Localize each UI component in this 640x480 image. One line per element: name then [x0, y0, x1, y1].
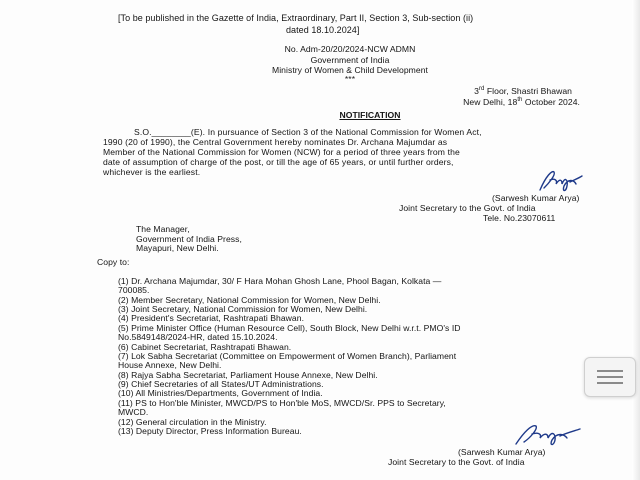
stars-separator: ***: [344, 74, 356, 84]
notification-line: Member of the National Commission for Women (NCW) for a period of three years from the: [103, 147, 460, 157]
notification-line: 1990 (20 of 1990), the Central Government hereby nominates Dr. Archana Majumdar as: [103, 137, 448, 147]
list-item: MWCD.: [118, 407, 149, 417]
list-item: (13) Deputy Director, Press Information Bureau.: [118, 426, 302, 436]
signature-mark: [536, 166, 584, 194]
list-item: (10) All Ministries/Departments, Government of India.: [118, 388, 323, 398]
list-item: (11) PS to Hon'ble Minister, MWCD/PS to Hon'ble MoS, MWCD/Sr. PPS to Secretary,: [118, 398, 446, 408]
address-date: New Delhi, 18th October 2024.: [463, 96, 580, 107]
ministry-line: Ministry of Women & Child Development: [272, 65, 428, 75]
notification-line: date of assumption of charge of the post, or till the age of 65 years, or until further orders,: [103, 157, 454, 167]
signatory-1-designation: Joint Secretary to the Govt. of India: [399, 203, 536, 213]
gazette-line-1: [To be published in the Gazette of India, Extraordinary, Part II, Section 3, Sub-section (ii): [118, 13, 474, 23]
gazette-line-2: dated 18.10.2024]: [286, 25, 360, 35]
list-item: (8) Rajya Sabha Secretariat, Parliament House Annexe, New Delhi.: [118, 370, 378, 380]
list-item: House Annexe, New Delhi.: [118, 360, 222, 370]
list-item: No.5849148/2024-HR, dated 15.10.2024.: [118, 332, 278, 342]
list-item: 700085.: [118, 285, 150, 295]
signatory-1-name: (Sarwesh Kumar Arya): [492, 193, 580, 203]
list-item: (12) General circulation in the Ministry.: [118, 417, 267, 427]
list-item: (1) Dr. Archana Majumdar, 30/ F Hara Mohan Ghosh Lane, Phool Bagan, Kolkata —: [118, 276, 442, 286]
notification-title: NOTIFICATION: [339, 110, 401, 120]
list-item: (3) Joint Secretary, National Commission for Women, New Delhi.: [118, 304, 368, 314]
list-item: (7) Lok Sabha Secretariat (Committee on Empowerment of Women Branch), Parliament: [118, 351, 457, 361]
signatory-2-designation: Joint Secretary to the Govt. of India: [388, 457, 525, 467]
copy-to-label: Copy to:: [97, 257, 130, 267]
signatory-1-tele: Tele. No.23070611: [483, 213, 556, 223]
reference-number: No. Adm-20/20/2024-NCW ADMN: [284, 44, 416, 54]
notification-line: whichever is the earliest.: [103, 167, 201, 177]
addressee-line: The Manager,: [136, 224, 190, 234]
signature-mark: [512, 420, 584, 448]
list-item: (2) Member Secretary, National Commission for Women, New Delhi.: [118, 295, 381, 305]
address-floor: 3rd Floor, Shastri Bhawan: [474, 85, 572, 96]
list-item: (5) Prime Minister Office (Human Resource Cell), South Block, New Delhi w.r.t. PMO's ID: [118, 323, 461, 333]
addressee-line: Mayapuri, New Delhi.: [136, 243, 219, 253]
signatory-2-name: (Sarwesh Kumar Arya): [458, 447, 546, 457]
addressee-line: Government of India Press,: [136, 234, 242, 244]
page-edge-shadow: [632, 0, 640, 480]
government-line: Government of India: [310, 55, 390, 65]
list-item: (6) Cabinet Secretariat, Rashtrapati Bhawan.: [118, 342, 292, 352]
list-item: (9) Chief Secretaries of all States/UT Administrations.: [118, 379, 324, 389]
list-item: (4) President's Secretariat, Rashtrapati Bhawan.: [118, 313, 305, 323]
menu-button[interactable]: [584, 357, 636, 397]
notification-line: S.O.________(E). In pursuance of Section 3 of the National Commission for Women Act,: [134, 127, 482, 137]
